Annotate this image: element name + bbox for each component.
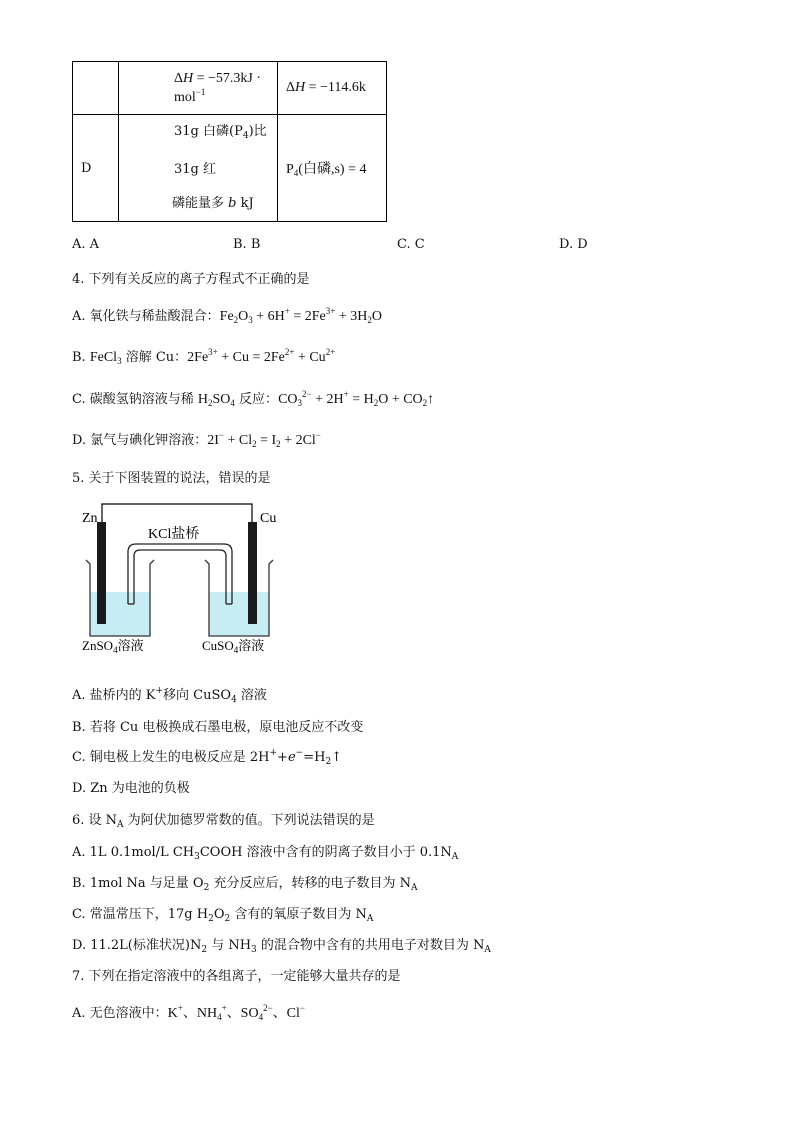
q6-option-b: B. 1mol Na 与足量 $O_2$ 充分反应后，转移的电子数目为 $N_A$ bbox=[72, 876, 418, 893]
q3-option-a: A. A bbox=[72, 237, 100, 252]
delta-h-right: ΔH = −114.6k bbox=[286, 80, 366, 95]
table-cell-r2c3 bbox=[278, 115, 387, 222]
q4-option-c: C. 碳酸氢钠溶液与稀 $H_2SO_4$ 反应：$CO_3^{2-} + 2H^+ = H_2O$ + $CO_2↑$ bbox=[72, 389, 435, 408]
q5-option-a: A. 盐桥内的 K+移向 CuSO$_4$ 溶液 bbox=[72, 686, 267, 705]
table-cell-r2c2 bbox=[119, 115, 278, 222]
question-3-table bbox=[72, 61, 387, 222]
q3-option-d: D. D bbox=[559, 237, 588, 252]
cuso4-label: CuSO$_4$溶液 bbox=[202, 638, 265, 655]
table-cell-r1c1 bbox=[73, 62, 119, 115]
zinc-electrode bbox=[97, 522, 106, 624]
zn-label: Zn bbox=[82, 511, 98, 526]
copper-electrode bbox=[248, 522, 257, 624]
q6-option-d: D. 11.2L(标准状况)$N_2$ 与 $NH_3$ 的混合物中含有的共用电子对数目为 $N_A$ bbox=[72, 938, 491, 955]
q5-option-c: C. 铜电极上发生的电极反应是 $2H^++e^-=H_2↑$ bbox=[72, 748, 343, 767]
q5-option-d: D. Zn 为电池的负极 bbox=[72, 781, 190, 796]
q4-option-b: B. FeCl$_3$ 溶解 Cu：$2Fe^{3+} + Cu = 2Fe^{2+} + Cu^{2+}$ bbox=[72, 347, 336, 366]
q6-stem: 6. 设 $N_A$ 为阿伏加德罗常数的值。下列说法错误的是 bbox=[72, 813, 375, 830]
q3-option-b: B. B bbox=[233, 237, 261, 252]
q5-stem: 5. 关于下图装置的说法，错误的是 bbox=[72, 471, 271, 486]
q6-option-c: C. 常温常压下，17g $H_2O_2$ 含有的氧原子数目为 $N_A$ bbox=[72, 907, 374, 924]
galvanic-cell-figure bbox=[76, 500, 286, 660]
q4-option-d: D. 氯气与碘化钾溶液：$2I^- + Cl_2 = I_2 + 2Cl^-$ bbox=[72, 430, 321, 449]
external-wire bbox=[102, 504, 252, 522]
cu-label: Cu bbox=[260, 511, 277, 526]
white-phosphorus-text: 31g 白磷$(P_4)$比 31g 红 磷能量多 b kJ bbox=[172, 124, 267, 211]
q3-option-c: C. C bbox=[397, 237, 425, 252]
delta-h-left: ΔH = −57.3kJ · mol$^{-1}$ bbox=[174, 70, 262, 105]
q7-option-a: A. 无色溶液中：K+、$NH_4^+$、$SO_4^{2-}$、Cl− bbox=[72, 1003, 305, 1022]
table-cell-r2c1 bbox=[73, 115, 119, 222]
znso4-label: ZnSO$_4$溶液 bbox=[82, 638, 144, 655]
q6-option-a: A. 1L 0.1mol/L $CH_3COOH$ 溶液中含有的阴离子数目小于 $0.1N_A$ bbox=[72, 845, 459, 862]
table-cell-r1c3 bbox=[278, 62, 387, 115]
row-label-d: D bbox=[81, 160, 92, 176]
white-phosphorus-equation: $P_4$(白磷,s) = 4 bbox=[286, 162, 367, 178]
right-solution bbox=[209, 592, 269, 636]
q7-stem: 7. 下列在指定溶液中的各组离子，一定能够大量共存的是 bbox=[72, 969, 401, 984]
table-cell-r1c2 bbox=[119, 62, 278, 115]
q4-stem: 4. 下列有关反应的离子方程式不正确的是 bbox=[72, 272, 310, 287]
q4-option-a: A. 氧化铁与稀盐酸混合：$Fe_2O_3 + 6H^+ = 2Fe^{3+} + 3H_2O$ bbox=[72, 306, 382, 325]
salt-bridge-label: KCl盐桥 bbox=[148, 527, 200, 542]
q5-option-b: B. 若将 Cu 电极换成石墨电极，原电池反应不改变 bbox=[72, 720, 364, 735]
